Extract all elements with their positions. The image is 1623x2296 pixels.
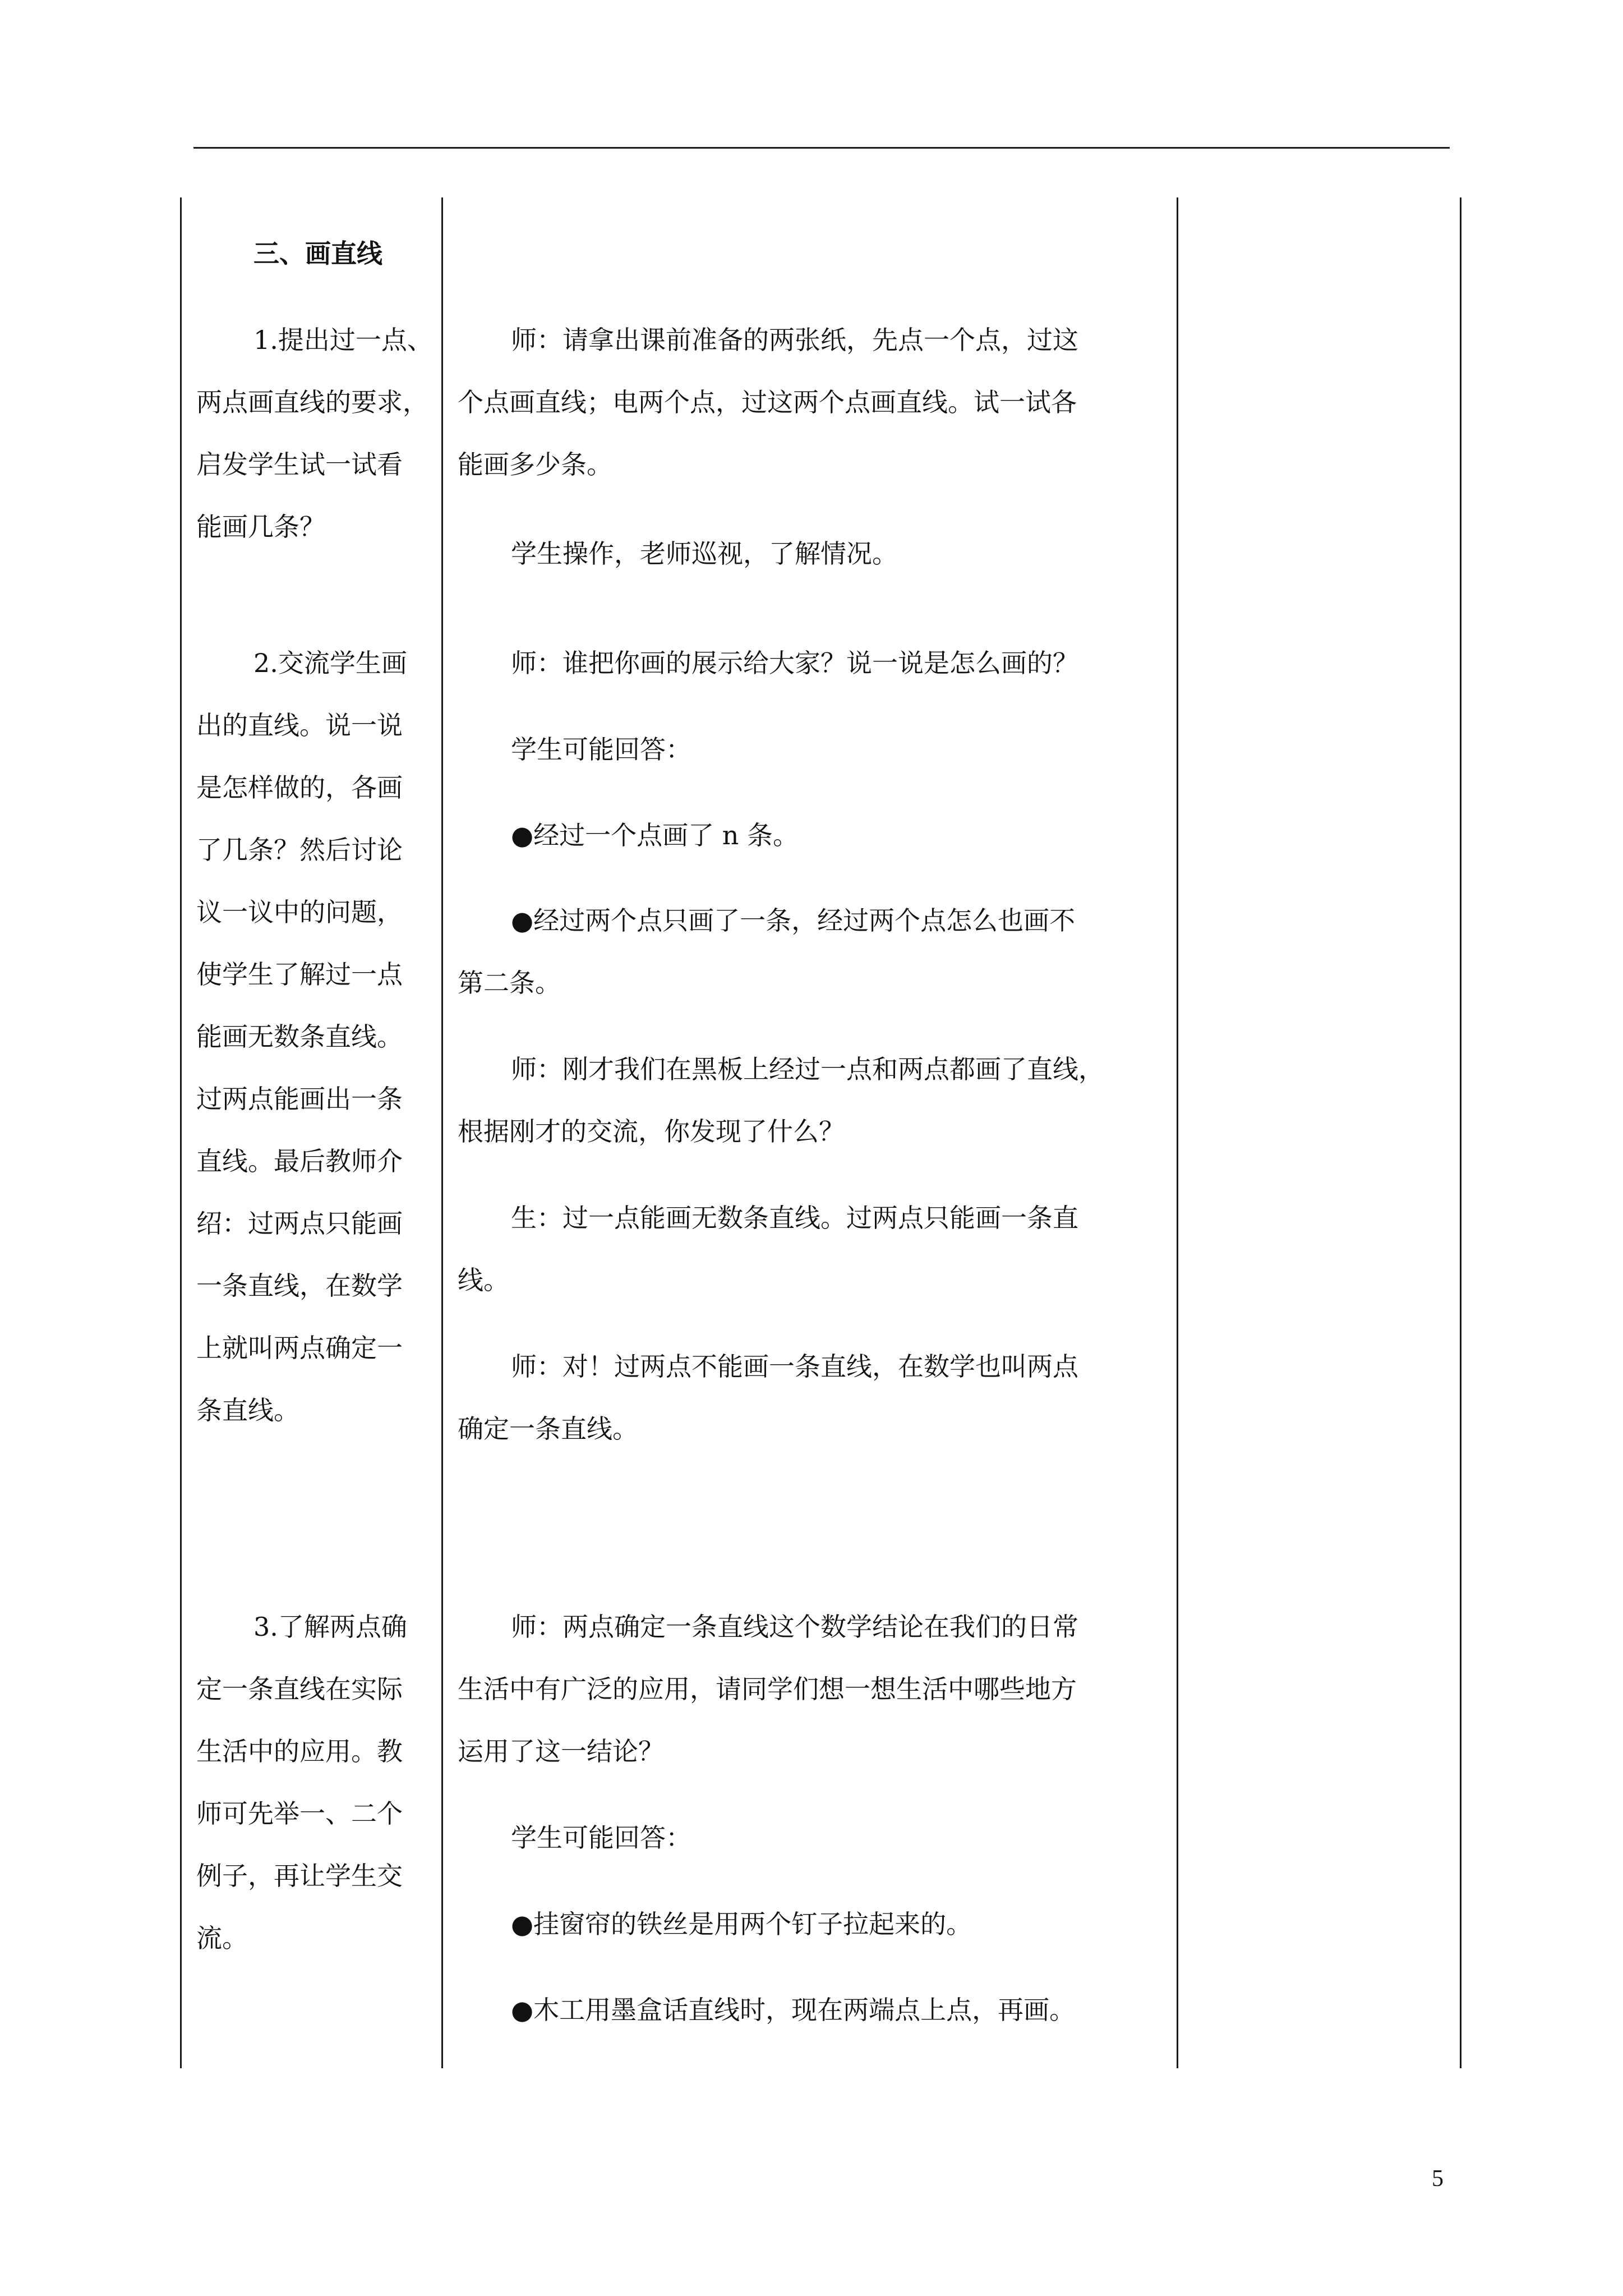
text-line: 条直线。 xyxy=(196,1395,299,1425)
text-line: 师：两点确定一条直线这个数学结论在我们的日常 xyxy=(511,1612,1078,1642)
text-line: 师：请拿出课前准备的两张纸，先点一个点，过这 xyxy=(511,325,1078,355)
text-line: 过两点能画出一条 xyxy=(196,1084,403,1114)
text-line: 生活中有广泛的应用，请同学们想一想生活中哪些地方 xyxy=(458,1674,1077,1704)
text-line: 定一条直线在实际 xyxy=(196,1674,403,1704)
text-line: 2.交流学生画 xyxy=(253,648,407,678)
text-line: 根据刚才的交流，你发现了什么？ xyxy=(458,1116,845,1147)
text-line: 出的直线。说一说 xyxy=(196,710,403,740)
text-line: 师：谁把你画的展示给大家？说一说是怎么画的？ xyxy=(511,648,1078,678)
text-line: ●经过一个点画了 n 条。 xyxy=(511,820,799,850)
page-number: 5 xyxy=(1432,2166,1444,2192)
text-line: 师可先举一、二个 xyxy=(196,1798,403,1829)
text-line: 两点画直线的要求， xyxy=(196,387,428,417)
text-line: 启发学生试一试看 xyxy=(196,449,403,480)
text-line: 学生可能回答： xyxy=(511,1823,691,1853)
text-line: 议一议中的问题， xyxy=(196,897,403,927)
text-line: 直线。最后教师介 xyxy=(196,1146,403,1176)
table-border-right xyxy=(1460,197,1461,2068)
text-line: 能画无数条直线。 xyxy=(196,1022,403,1052)
text-line: 个点画直线；电两个点，过这两个点画直线。试一试各 xyxy=(458,387,1077,417)
text-line: 了几条？然后讨论 xyxy=(196,835,403,865)
text-line: 例子，再让学生交 xyxy=(196,1861,403,1891)
text-line: 使学生了解过一点 xyxy=(196,959,403,990)
text-line: 一条直线，在数学 xyxy=(196,1271,403,1301)
text-line: 生活中的应用。教 xyxy=(196,1736,403,1766)
text-line: ●经过两个点只画了一条，经过两个点怎么也画不 xyxy=(511,905,1076,936)
text-line: 线。 xyxy=(458,1265,509,1295)
text-line: ●挂窗帘的铁丝是用两个钉子拉起来的。 xyxy=(511,1909,972,1939)
header-rule xyxy=(193,147,1450,149)
text-line: 3.了解两点确 xyxy=(253,1612,407,1642)
text-line: ●木工用墨盒话直线时，现在两端点上点，再画。 xyxy=(511,1995,1076,2025)
text-line: 学生可能回答： xyxy=(511,734,691,765)
text-line: 确定一条直线。 xyxy=(458,1414,638,1444)
text-line: 师：刚才我们在黑板上经过一点和两点都画了直线， xyxy=(511,1054,1104,1084)
text-line: 是怎样做的，各画 xyxy=(196,772,403,803)
text-line: 1.提出过一点、 xyxy=(253,325,433,355)
text-line: 运用了这一结论？ xyxy=(458,1736,664,1766)
text-line: 流。 xyxy=(196,1923,248,1953)
text-line: 学生操作，老师巡视，了解情况。 xyxy=(511,539,898,569)
text-line: 能画几条？ xyxy=(196,512,325,542)
text-line: 上就叫两点确定一 xyxy=(196,1333,403,1363)
text-line: 能画多少条。 xyxy=(458,449,612,480)
text-line: 生：过一点能画无数条直线。过两点只能画一条直 xyxy=(511,1203,1078,1233)
section-heading: 三、画直线 xyxy=(253,238,382,269)
table-divider-1 xyxy=(441,197,443,2068)
text-line: 第二条。 xyxy=(458,968,561,998)
table-border-left xyxy=(180,197,182,2068)
text-line: 绍：过两点只能画 xyxy=(196,1208,403,1239)
table-divider-2 xyxy=(1177,197,1178,2068)
text-line: 师：对！过两点不能画一条直线，在数学也叫两点 xyxy=(511,1351,1078,1382)
